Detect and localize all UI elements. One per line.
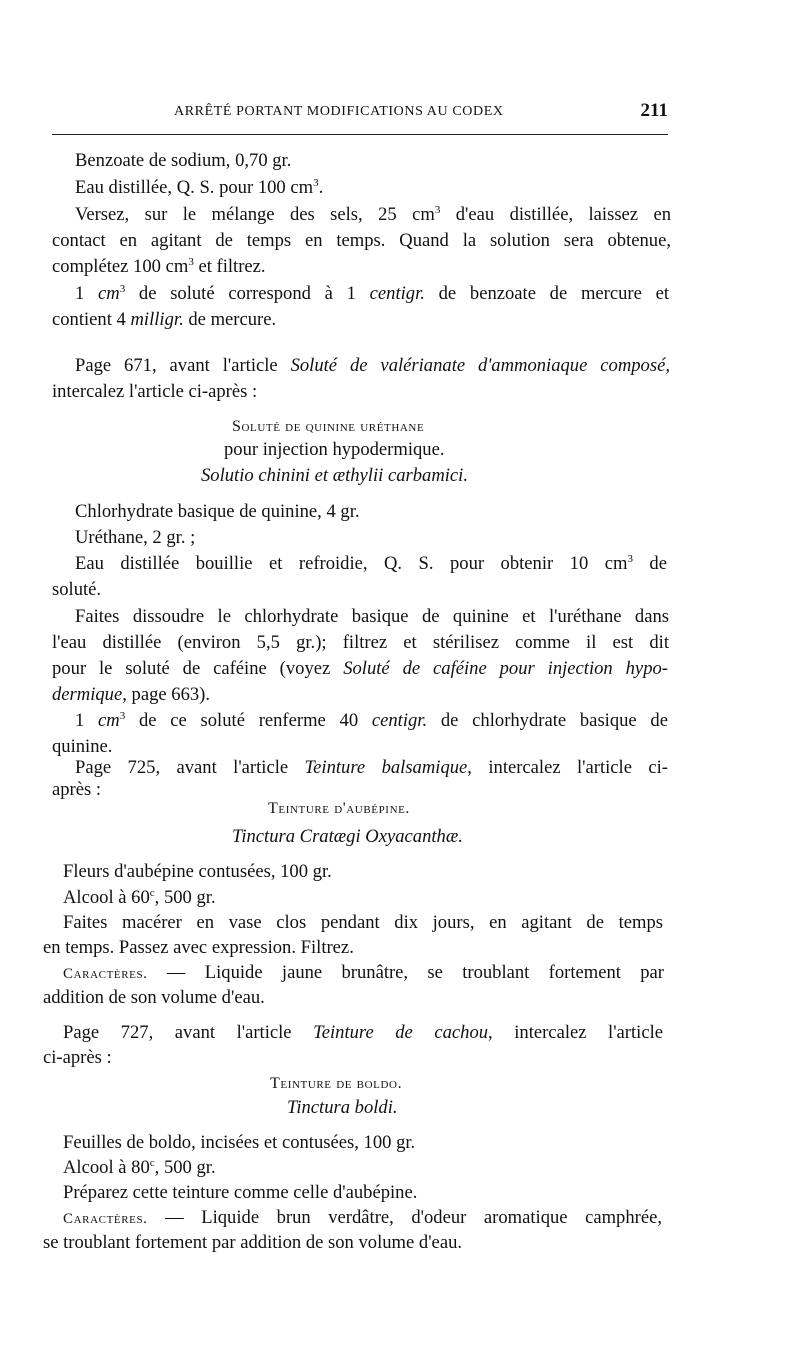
body-line: addition de son volume d'eau. bbox=[43, 987, 265, 1008]
body-line: Préparez cette teinture comme celle d'aubépine. bbox=[63, 1182, 418, 1203]
body-line: Caractères. — Liquide jaune brunâtre, se troublant fortement par bbox=[63, 962, 664, 983]
body-line: Eau distillée bouillie et refroidie, Q. S. pour obtenir 10 $cm^3$ de bbox=[75, 553, 667, 574]
body-line: quinine. bbox=[52, 736, 113, 757]
body-line: 1 $cm^3$ de ce soluté renferme 40 centigr. de chlorhydrate basique de bbox=[75, 710, 668, 731]
body-line: Fleurs d'aubépine contusées, 100 gr. bbox=[63, 861, 332, 882]
page-number: 211 bbox=[640, 100, 668, 121]
body-line: Alcool à 80$^c$, 500 gr. bbox=[63, 1157, 216, 1178]
body-line: après : bbox=[52, 779, 102, 800]
body-line: ci-après : bbox=[43, 1047, 112, 1068]
body-line: intercalez l'article ci-après : bbox=[52, 381, 258, 402]
section-heading: Teinture d'aubépine. bbox=[268, 800, 411, 817]
page-header bbox=[174, 100, 668, 130]
latin-name: Tinctura boldi. bbox=[287, 1097, 398, 1118]
section-subheading: pour injection hypodermique. bbox=[224, 439, 445, 460]
body-line: complétez 100 $cm^3$ et filtrez. bbox=[52, 256, 266, 277]
body-line: se troublant fortement par addition de son volume d'eau. bbox=[43, 1232, 463, 1253]
latin-name: Tinctura Cratægi Oxyacanthæ. bbox=[232, 826, 463, 847]
body-line: Page 725, avant l'article Teinture balsamique, intercalez l'article ci- bbox=[75, 757, 668, 778]
body-line: 1 $cm^3$ de soluté correspond à 1 centigr. de benzoate de mercure et bbox=[75, 283, 669, 304]
running-title: ARRÊTÉ PORTANT MODIFICATIONS AU CODEX bbox=[174, 104, 504, 119]
header-rule bbox=[52, 134, 668, 135]
body-line: pour le soluté de caféine (voyez Soluté de caféine pour injection hypo- bbox=[52, 658, 668, 679]
body-line: Feuilles de boldo, incisées et contusées, 100 gr. bbox=[63, 1132, 416, 1153]
body-line: Faites macérer en vase clos pendant dix jours, en agitant de temps bbox=[63, 912, 663, 933]
section-heading: Soluté de quinine uréthane bbox=[232, 418, 425, 435]
body-line: Eau distillée, Q. S. pour 100 $cm^3$. bbox=[75, 177, 324, 198]
body-line: Uréthane, 2 gr. ; bbox=[75, 527, 196, 548]
body-line: Chlorhydrate basique de quinine, 4 gr. bbox=[75, 501, 360, 522]
body-line: Page 671, avant l'article Soluté de valérianate d'ammoniaque composé, bbox=[75, 355, 670, 376]
body-line: Caractères. — Liquide brun verdâtre, d'odeur aromatique camphrée, bbox=[63, 1207, 662, 1228]
body-line: dermique, page 663). bbox=[52, 684, 211, 705]
body-line: en temps. Passez avec expression. Filtrez. bbox=[43, 937, 354, 958]
body-line: contient 4 milligr. de mercure. bbox=[52, 309, 277, 330]
body-line: Faites dissoudre le chlorhydrate basique de quinine et l'uréthane dans bbox=[75, 606, 669, 627]
body-line: l'eau distillée (environ 5,5 gr.); filtrez et stérilisez comme il est dit bbox=[52, 632, 669, 653]
latin-name: Solutio chinini et æthylii carbamici. bbox=[201, 465, 468, 486]
section-heading: Teinture de boldo. bbox=[270, 1075, 403, 1092]
body-line: Versez, sur le mélange des sels, 25 $cm^3$ d'eau distillée, laissez en bbox=[75, 204, 671, 225]
body-line: Benzoate de sodium, 0,70 gr. bbox=[75, 150, 292, 171]
body-line: Page 727, avant l'article Teinture de cachou, intercalez l'article bbox=[63, 1022, 663, 1043]
body-line: soluté. bbox=[52, 579, 102, 600]
body-line: Alcool à 60$^c$, 500 gr. bbox=[63, 887, 216, 908]
body-line: contact en agitant de temps en temps. Quand la solution sera obtenue, bbox=[52, 230, 671, 251]
